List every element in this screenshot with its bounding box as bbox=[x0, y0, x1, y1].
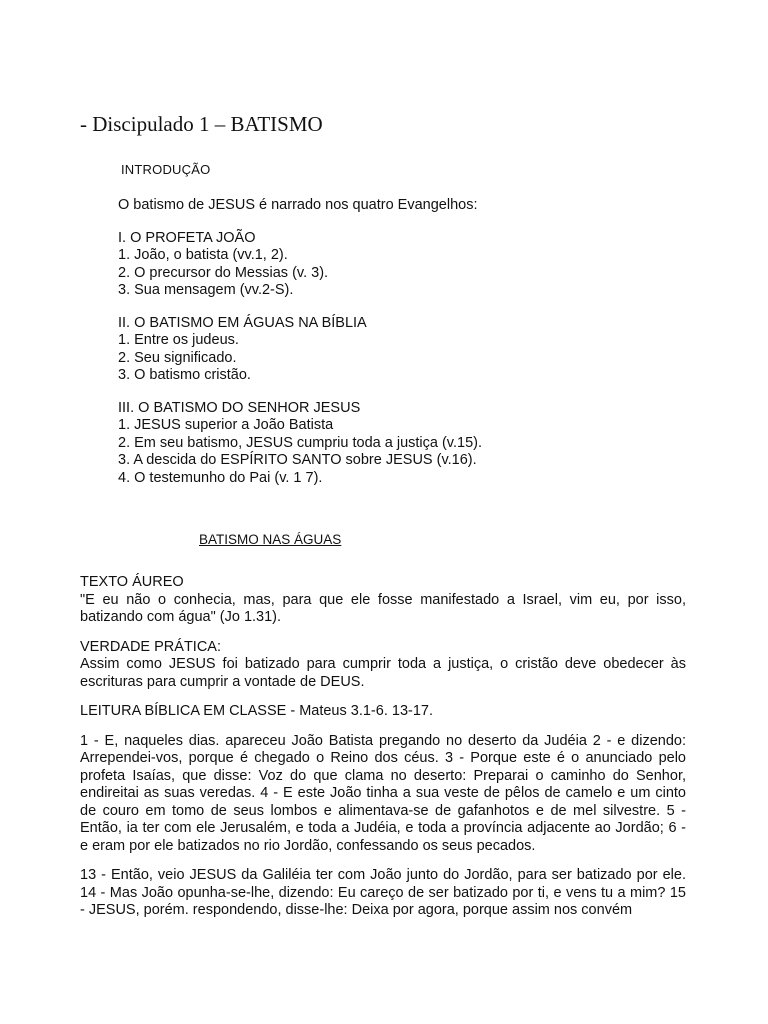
golden-text-content: "E eu não o conhecia, mas, para que ele fosse manifestado a Israel, vim eu, por isso, batizando com água" (Jo 1.31). bbox=[80, 591, 686, 625]
section-item: 1. Entre os judeus. bbox=[118, 332, 239, 348]
scripture-paragraph: 1 - E, naqueles dias. apareceu João Batista pregando no deserto da Judéia 2 - e dizendo: Arrependei-vos, porque é chegado o Reino dos céus. 3 - Porque este é o anunciado pelo profeta Isaías, que disse: Voz do que clama no deserto: Preparai o caminho do Senhor, endireitai as suas veredas. 4 - E este João tinha a sua veste de pêlos de camelo e um cinto de couro em tomo de seus lombos e alimentava-se de gafanhotos e de mel silvestre. 5 - Então, ia ter com ele Jerusalém, e toda a Judéia, e toda a província adjacente ao Jordão; 6 - e eram por ele batizados no rio Jordão, confessando os seus pecados. bbox=[80, 732, 686, 854]
intro-label: INTRODUÇÃO bbox=[121, 162, 211, 177]
section-heading: III. O BATISMO DO SENHOR JESUS bbox=[118, 399, 361, 416]
practical-truth bbox=[80, 639, 686, 692]
outline-section-2 bbox=[118, 315, 678, 385]
section-item: 2. Em seu batismo, JESUS cumpriu toda a justiça (v.15). bbox=[118, 434, 482, 451]
section-item: 2. Seu significado. bbox=[118, 349, 237, 366]
section-item: 3. Sua mensagem (vv.2-S). bbox=[118, 282, 294, 298]
section-item: 4. O testemunho do Pai (v. 1 7). bbox=[118, 469, 323, 486]
golden-text bbox=[80, 574, 686, 627]
practical-truth-content: Assim como JESUS foi batizado para cumprir toda a justiça, o cristão deve obedecer às escrituras para cumprir a vontade de DEUS. bbox=[80, 656, 686, 690]
outline-section-1 bbox=[118, 230, 678, 300]
section-heading: I. O PROFETA JOÃO bbox=[118, 229, 256, 246]
outline-section-3 bbox=[118, 400, 678, 488]
practical-truth-label: VERDADE PRÁTICA: bbox=[80, 638, 221, 655]
reading-line bbox=[80, 703, 686, 721]
section-item: 1. JESUS superior a João Batista bbox=[118, 417, 334, 433]
section-item: 3. A descida do ESPÍRITO SANTO sobre JESUS (v.16). bbox=[118, 452, 477, 468]
section-heading: II. O BATISMO EM ÁGUAS NA BÍBLIA bbox=[118, 314, 367, 331]
section-item: 2. O precursor do Messias (v. 3). bbox=[118, 264, 329, 281]
lesson-heading: BATISMO NAS ÁGUAS bbox=[199, 532, 342, 547]
reading-label: LEITURA BÍBLICA EM CLASSE bbox=[80, 703, 287, 719]
section-item: 3. O batismo cristão. bbox=[118, 367, 251, 383]
document-title: - Discipulado 1 – BATISMO bbox=[80, 112, 323, 136]
outline bbox=[118, 197, 678, 502]
scripture-paragraph: 13 - Então, veio JESUS da Galiléia ter com João junto do Jordão, para ser batizado por ele. 14 - Mas João opunha-se-lhe, dizendo: Eu careço de ser batizado por ti, e vens tu a mim? 15 - JESUS, porém. respondendo, disse-lhe: Deixa por agora, porque assim nos convém bbox=[80, 867, 686, 918]
reading-reference: - Mateus 3.1-6. 13-17. bbox=[286, 703, 433, 719]
intro-text: O batismo de JESUS é narrado nos quatro Evangelhos: bbox=[118, 197, 478, 213]
lesson-body bbox=[80, 574, 686, 932]
golden-text-label: TEXTO ÁUREO bbox=[80, 574, 184, 590]
section-item: 1. João, o batista (vv.1, 2). bbox=[118, 247, 288, 263]
